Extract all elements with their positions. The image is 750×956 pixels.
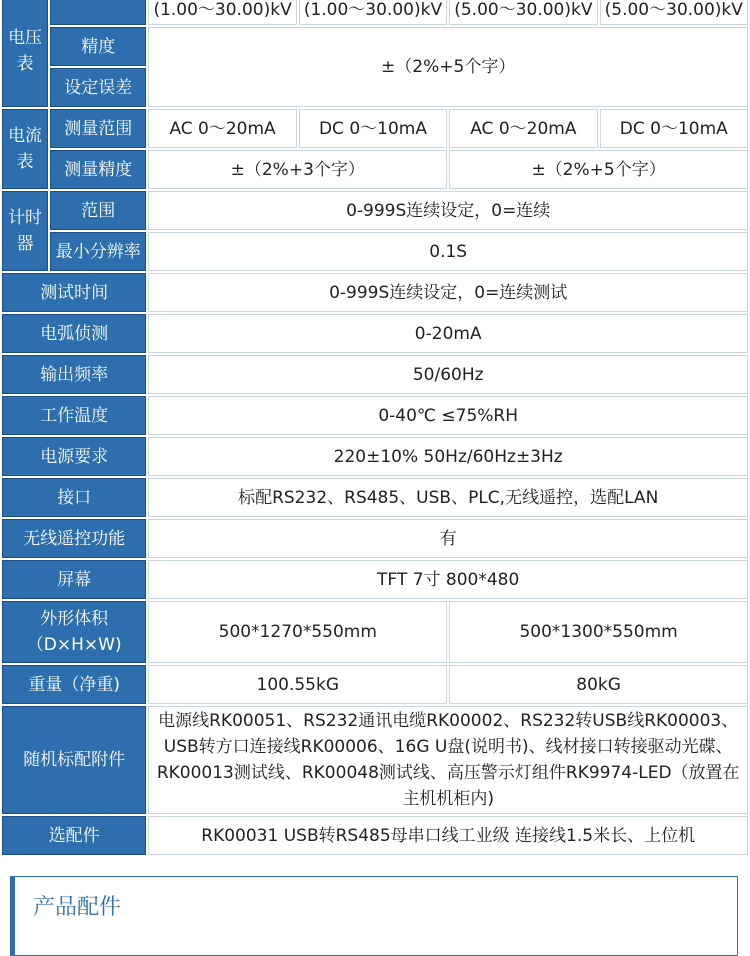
- arc-detection-value: 0-20mA: [148, 314, 748, 353]
- voltmeter-group-label: 电压表: [2, 0, 48, 107]
- ammeter-accuracy-value-1: ±（2%+3个字）: [148, 150, 447, 189]
- voltmeter-range-row: [2, 0, 748, 25]
- spec-row-test-time: [2, 273, 748, 312]
- timer-resolution-label: 最小分辨率: [50, 232, 146, 271]
- timer-group-label: 计时器: [2, 191, 48, 271]
- product-accessories-section: [10, 876, 738, 956]
- accessories-label: 随机标配附件: [2, 706, 146, 814]
- test-time-label: 测试时间: [2, 273, 146, 312]
- timer-range-row: [2, 191, 748, 230]
- spec-row-weight: [2, 665, 748, 704]
- ammeter-accuracy-value-2: ±（2%+5个字）: [449, 150, 748, 189]
- wireless-remote-value: 有: [148, 519, 748, 558]
- working-temperature-label: 工作温度: [2, 396, 146, 435]
- ammeter-accuracy-label: 测量精度: [50, 150, 146, 189]
- output-frequency-label: 输出频率: [2, 355, 146, 394]
- dimensions-value-1: 500*1270*550mm: [148, 601, 447, 663]
- spec-row-optional: [2, 816, 748, 855]
- section-accent-bar: [11, 877, 15, 955]
- interface-label: 接口: [2, 478, 146, 517]
- spec-row-interface: [2, 478, 748, 517]
- voltmeter-range-value-4: (5.00～30.00)kV: [600, 0, 748, 25]
- voltmeter-range-label-cell: [50, 0, 146, 25]
- screen-value: TFT 7寸 800*480: [148, 560, 748, 599]
- ammeter-range-label: 测量范围: [50, 109, 146, 148]
- weight-value-2: 80kG: [449, 665, 748, 704]
- working-temperature-value: 0-40℃ ≤75%RH: [148, 396, 748, 435]
- optional-label: 选配件: [2, 816, 146, 855]
- timer-range-value: 0-999S连续设定，0=连续: [148, 191, 748, 230]
- voltmeter-range-value-3: (5.00～30.00)kV: [449, 0, 597, 25]
- ammeter-range-value-3: AC 0～20mA: [449, 109, 597, 148]
- weight-label: 重量（净重): [2, 665, 146, 704]
- voltmeter-accuracy-row: [2, 27, 748, 66]
- output-frequency-value: 50/60Hz: [148, 355, 748, 394]
- voltmeter-range-value-2: (1.00～30.00)kV: [299, 0, 447, 25]
- spec-row-dimensions: [2, 601, 748, 663]
- spec-row-arc-detection: [2, 314, 748, 353]
- power-requirement-label: 电源要求: [2, 437, 146, 476]
- weight-value-1: 100.55kG: [148, 665, 447, 704]
- test-time-value: 0-999S连续设定，0=连续测试: [148, 273, 748, 312]
- ammeter-range-value-2: DC 0～10mA: [299, 109, 447, 148]
- timer-resolution-value: 0.1S: [148, 232, 748, 271]
- spec-row-output-frequency: [2, 355, 748, 394]
- spec-row-working-temperature: [2, 396, 748, 435]
- spec-row-wireless-remote: [2, 519, 748, 558]
- interface-value: 标配RS232、RS485、USB、PLC,无线遥控，选配LAN: [148, 478, 748, 517]
- voltmeter-setting-error-label: 设定误差: [50, 68, 146, 107]
- accessories-value: 电源线RK00051、RS232通讯电缆RK00002、RS232转USB线RK00003、USB转方口连接线RK00006、16G U盘(说明书)、线材接口转接驱动光碟、RK00013测试线、RK00048测试线、高压警示灯组件RK9974-LED（放置在主机机柜内): [148, 706, 748, 814]
- spec-row-power-requirement: [2, 437, 748, 476]
- section-title: 产品配件: [33, 895, 122, 920]
- dimensions-label: 外形体积（D×H×W): [2, 601, 146, 663]
- ammeter-range-value-1: AC 0～20mA: [148, 109, 296, 148]
- timer-resolution-row: [2, 232, 748, 271]
- voltmeter-accuracy-label: 精度: [50, 27, 146, 66]
- wireless-remote-label: 无线遥控功能: [2, 519, 146, 558]
- spec-row-accessories: [2, 706, 748, 814]
- arc-detection-label: 电弧侦测: [2, 314, 146, 353]
- timer-range-label: 范围: [50, 191, 146, 230]
- spec-row-screen: [2, 560, 748, 599]
- power-requirement-value: 220±10% 50Hz/60Hz±3Hz: [148, 437, 748, 476]
- dimensions-value-2: 500*1300*550mm: [449, 601, 748, 663]
- optional-value: RK00031 USB转RS485母串口线工业级 连接线1.5米长、上位机: [148, 816, 748, 855]
- voltmeter-range-value-1: (1.00～30.00)kV: [148, 0, 296, 25]
- voltmeter-accuracy-value: ±（2%+5个字）: [148, 27, 748, 107]
- ammeter-group-label: 电流表: [2, 109, 48, 189]
- ammeter-accuracy-row: [2, 150, 748, 189]
- screen-label: 屏幕: [2, 560, 146, 599]
- ammeter-range-row: [2, 109, 748, 148]
- ammeter-range-value-4: DC 0～10mA: [600, 109, 748, 148]
